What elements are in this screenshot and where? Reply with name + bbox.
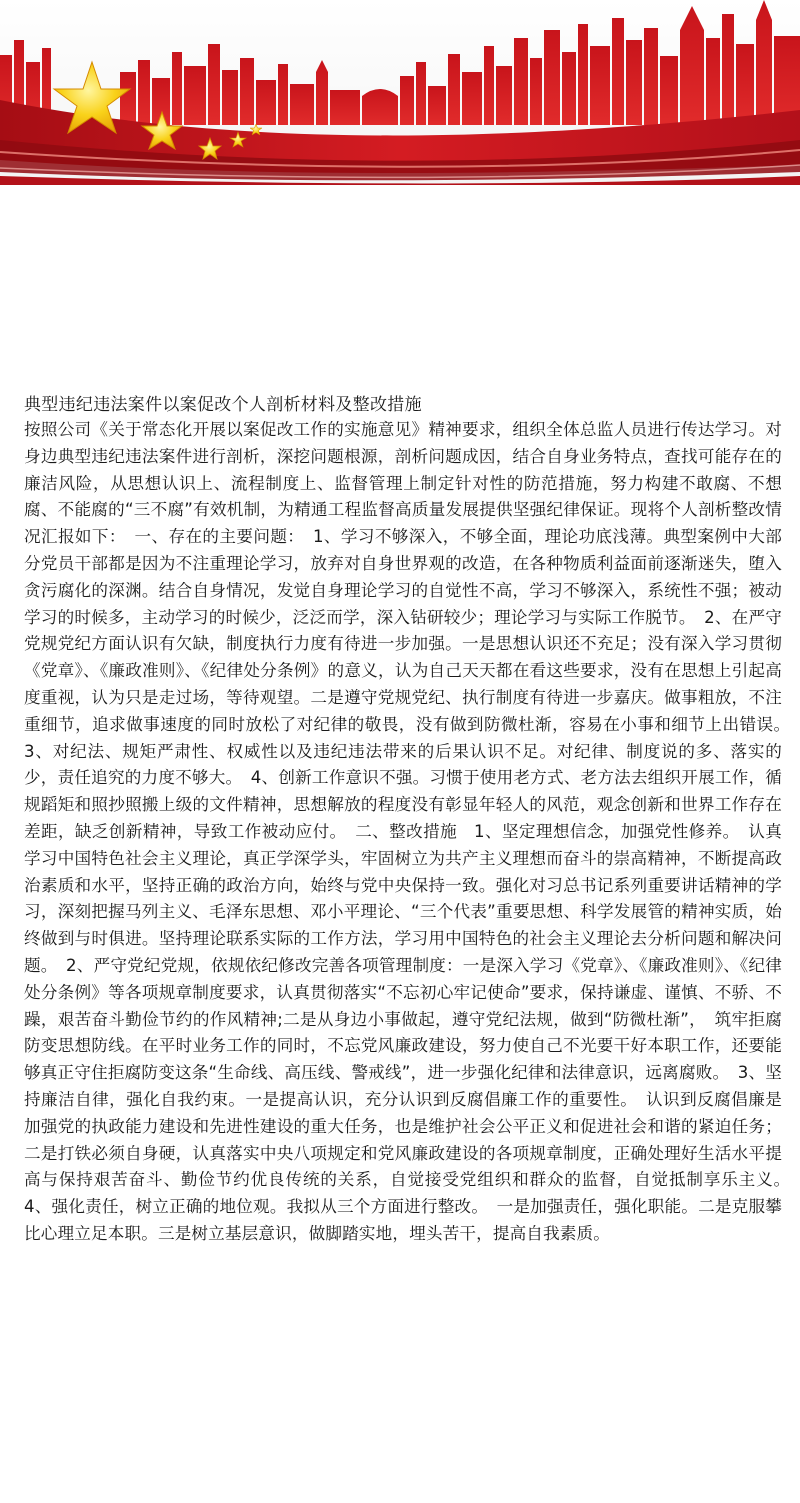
document-content [24,393,799,1248]
banner-graphic [0,0,800,185]
document-title: 典型违纪违法案件以案促改个人剖析材料及整改措施 [24,395,422,415]
header-banner [0,0,800,185]
document-body: 按照公司《关于常态化开展以案促改工作的实施意见》精神要求，组织全体总监人员进行传达学习。对身边典型违纪违法案件进行剖析，深挖问题根源，剖析问题成因，结合自身业务特点，查找可能存在的廉洁风险，从思想认识上、流程制度上、监督管理上制定针对性的防范措施，努力构建不敢腐、不想腐、不能腐的“三不腐”有效机制，为精通工程监督高质量发展提供坚强纪律保证。现将个人剖析整改情况汇报如下： 一、存在的主要问题： 1、学习不够深入，不够全面，理论功底浅薄。典型案例中大部分党员干部都是因为不注重理论学习，放弃对自身世界观的改造，在各种物质利益面前逐渐迷失，堕入贪污腐化的深渊。结合自身情况，发觉自身理论学习的自觉性不高，学习不够深入，系统性不强；被动学习的时候多，主动学习的时候少，泛泛而学，深入钻研较少；理论学习与实际工作脱节。 2、在严守党规党纪方面认识有欠缺，制度执行力度有待进一步加强。一是思想认识还不充足；没有深入学习贯彻《党章》、《廉政准则》、《纪律处分条例》的意义，认为自己天天都在看这些要求，没有在思想上引起高度重视，认为只是走过场，等待观望。二是遵守党规党纪、执行制度有待进一步嘉庆。做事粗放，不注重细节，追求做事速度的同时放松了对纪律的敬畏，没有做到防微杜渐，容易在小事和细节上出错误。 3、对纪法、规矩严肃性、权威性以及违纪违法带来的后果认识不足。对纪律、制度说的多、落实的少，责任追究的力度不够大。 4、创新工作意识不强。习惯于使用老方式、老方法去组织开展工作，循规蹈矩和照抄照搬上级的文件精神，思想解放的程度没有彰显年轻人的风范，观念创新和世界工作存在差距，缺乏创新精神，导致工作被动应付。 二、整改措施 1、坚定理想信念，加强党性修养。 认真学习中国特色社会主义理论，真正学深学头，牢固树立为共产主义理想而奋斗的崇高精神，不断提高政治素质和水平，坚持正确的政治方向，始终与党中央保持一致。强化对习总书记系列重要讲话精神的学习，深刻把握马列主义、毛泽东思想、邓小平理论、“三个代表”重要思想、科学发展管的精神实质，始终做到与时俱进。坚持理论联系实际的工作方法，学习用中国特色的社会主义理论去分析问题和解决问题。 2、严守党纪党规，依规依纪修改完善各项管理制度：一是深入学习《党章》、《廉政准则》、《纪律处分条例》等各项规章制度要求，认真贯彻落实“不忘初心牢记使命”要求，保持谦虚、谨慎、不骄、不躁，艰苦奋斗勤俭节约的作风精神;二是从身边小事做起，遵守党纪法规，做到“防微杜渐”， 筑牢拒腐防变思想防线。在平时业务工作的同时，不忘党风廉政建设，努力使自己不光要干好本职工作，还要能够真正守住拒腐防变这条“生命线、高压线、警戒线”，进一步强化纪律和法律意识，远离腐败。 3、坚持廉洁自律，强化自我约束。一是提高认识，充分认识到反腐倡廉工作的重要性。 认识到反腐倡廉是加强党的执政能力建设和先进性建设的重大任务，也是维护社会公平正义和促进社会和谐的紧迫任务；二是打铁必须自身硬，认真落实中央八项规定和党风廉政建设的各项规章制度，正确处理好生活水平提高与保持艰苦奋斗、勤俭节约优良传统的关系，自觉接受党组织和群众的监督，自觉抵制享乐主义。 4、强化责任，树立正确的地位观。我拟从三个方面进行整改。 一是加强责任，强化职能。二是克服攀比心理立足本职。三是树立基层意识，做脚踏实地，埋头苦干，提高自我素质。 [24,420,799,1243]
